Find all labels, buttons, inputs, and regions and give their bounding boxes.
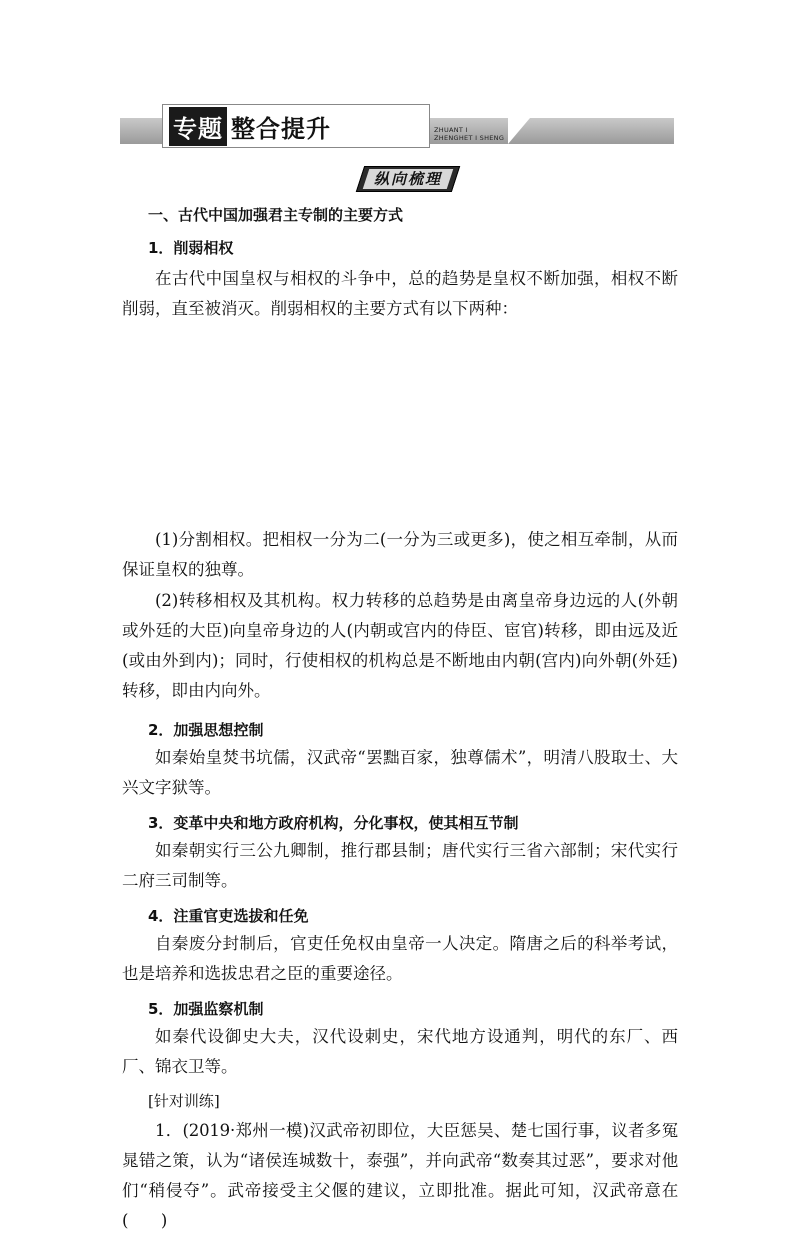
item-heading: 5．加强监察机制 (148, 1000, 264, 1018)
banner-title (162, 104, 430, 148)
paragraph: 自秦废分封制后，官吏任免权由皇帝一人决定。隋唐之后的科举考试，也是培养和选拔忠君之臣的重要途径。 (122, 934, 678, 983)
item-heading: 2．加强思想控制 (148, 721, 264, 739)
banner-notch (508, 118, 530, 144)
section-tag (360, 166, 456, 192)
paragraph: 如秦代设御史大夫，汉代设刺史，宋代地方设通判，明代的东厂、西厂、锦衣卫等。 (122, 1027, 678, 1076)
paragraph: (1)分割相权。把相权一分为二(一分为三或更多)，使之相互牵制，从而保证皇权的独尊。 (122, 530, 678, 579)
pinyin-line-1: ZHUANT I (434, 126, 468, 134)
pinyin-line-2: ZHENGHET I SHENG (434, 134, 505, 142)
item-heading: 1．削弱相权 (148, 239, 234, 257)
section-tag-text: 纵向梳理 (373, 170, 442, 188)
question-text: 1．(2019·郑州一模)汉武帝初即位，大臣惩吴、楚七国行事，议者多冤晁错之策，认为“诸侯连城数十，泰强”，并向武帝“数奏其过恶”，要求对他们“稍侵夺”。武帝接受主父偃的建议，立即批准。据此可知，汉武帝意在( ) (122, 1121, 678, 1230)
item-heading: 4．注重官吏选拔和任免 (148, 907, 309, 925)
main-heading: 一、古代中国加强君主专制的主要方式 (148, 206, 404, 224)
paragraph: (2)转移相权及其机构。权力转移的总趋势是由离皇帝身边远的人(外朝或外廷的大臣)向皇帝身边的人(内朝或宫内的侍臣、宦官)转移，即由远及近(或由外到内)；同时，行使相权的机构总是不断地由内朝(宫内)向外朝(外廷)转移，即由内向外。 (122, 591, 678, 700)
header-banner (120, 114, 674, 144)
paragraph: 如秦朝实行三公九卿制，推行郡县制；唐代实行三省六部制；宋代实行二府三司制等。 (122, 841, 678, 890)
pinyin-label (434, 126, 504, 142)
title-rest: 整合提升 (231, 114, 331, 143)
paragraph: 如秦始皇焚书坑儒，汉武帝“罢黜百家，独尊儒术”，明清八股取士、大兴文字狱等。 (122, 748, 678, 797)
title-box: 专题 (169, 107, 227, 146)
training-label: [针对训练] (148, 1092, 220, 1110)
paragraph: 在古代中国皇权与相权的斗争中，总的趋势是皇权不断加强，相权不断削弱，直至被消灭。削弱相权的主要方式有以下两种： (122, 269, 678, 318)
item-heading: 3．变革中央和地方政府机构，分化事权，使其相互节制 (148, 814, 519, 832)
